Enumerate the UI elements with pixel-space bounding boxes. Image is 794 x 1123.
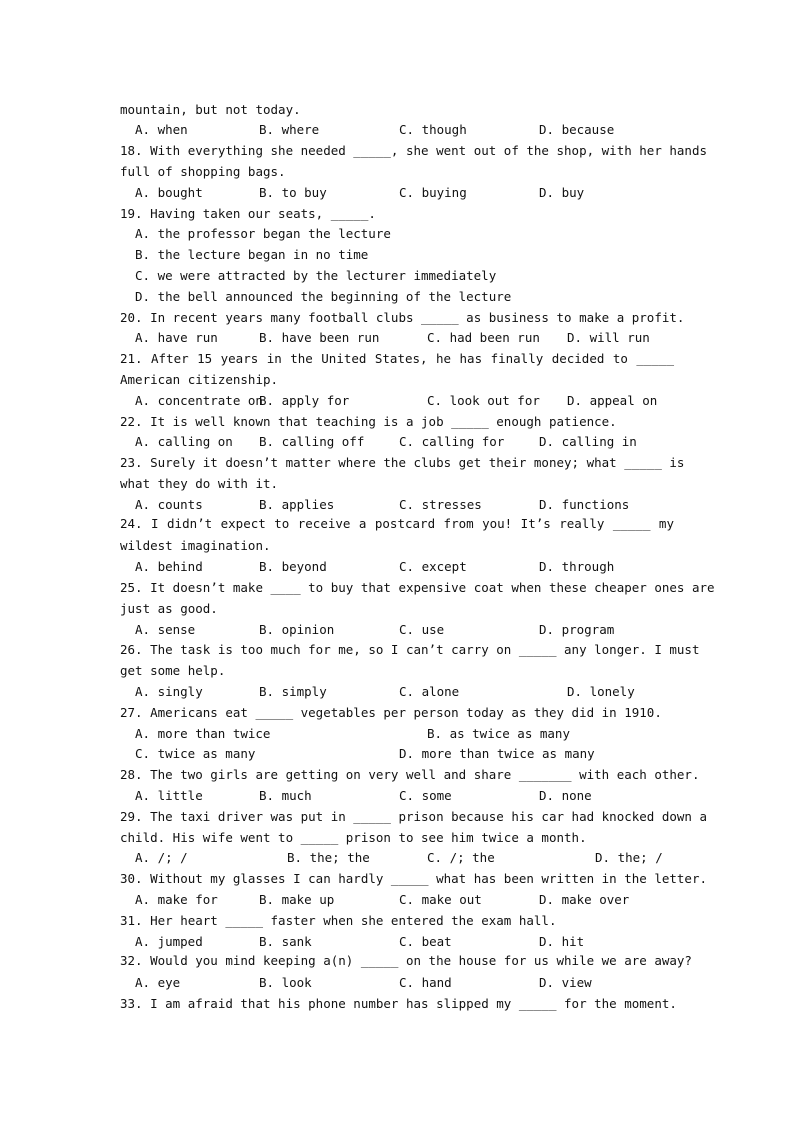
question-26-stem-cont: get some help. bbox=[120, 663, 226, 678]
question-32-stem: 32. Would you mind keeping a(n) _____ on the house for us while we are away? bbox=[120, 953, 692, 968]
q19-option-a: A. the professor began the lecture bbox=[135, 226, 391, 241]
q22-option-a: A. calling on bbox=[135, 434, 233, 449]
q21-option-a: A. concentrate on bbox=[135, 393, 263, 408]
q25-option-c: C. use bbox=[399, 622, 445, 637]
question-25-stem-cont: just as good. bbox=[120, 601, 218, 616]
q26-option-b: B. simply bbox=[259, 684, 327, 699]
q18-option-b: B. to buy bbox=[259, 185, 327, 200]
question-23-stem: 23. Surely it doesn’t matter where the clubs get their money; what _____ is bbox=[120, 455, 685, 470]
q22-option-c: C. calling for bbox=[399, 434, 505, 449]
question-31-stem: 31. Her heart _____ faster when she entered the exam hall. bbox=[120, 913, 557, 928]
q23-option-c: C. stresses bbox=[399, 497, 482, 512]
q25-option-b: B. opinion bbox=[259, 622, 335, 637]
q32-option-c: C. hand bbox=[399, 975, 452, 990]
question-21-stem-cont: American citizenship. bbox=[120, 372, 279, 387]
question-30-stem: 30. Without my glasses I can hardly _____ what has been written in the letter. bbox=[120, 871, 707, 886]
q29-option-c: C. /; the bbox=[427, 850, 495, 865]
q31-option-c: C. beat bbox=[399, 934, 452, 949]
q28-option-d: D. none bbox=[539, 788, 592, 803]
question-22-stem: 22. It is well known that teaching is a job _____ enough patience. bbox=[120, 414, 617, 429]
q19-option-c: C. we were attracted by the lecturer immediately bbox=[135, 268, 497, 283]
q24-option-a: A. behind bbox=[135, 559, 203, 574]
q25-option-d: D. program bbox=[539, 622, 615, 637]
q30-option-c: C. make out bbox=[399, 892, 482, 907]
q19-option-b: B. the lecture began in no time bbox=[135, 247, 369, 262]
q30-option-b: B. make up bbox=[259, 892, 335, 907]
q17-option-b: B. where bbox=[259, 122, 320, 137]
q27-option-b: B. as twice as many bbox=[427, 726, 570, 741]
question-25-stem: 25. It doesn’t make ____ to buy that expensive coat when these cheaper ones are bbox=[120, 580, 715, 595]
q26-option-c: C. alone bbox=[399, 684, 460, 699]
q32-option-a: A. eye bbox=[135, 975, 181, 990]
q18-option-c: C. buying bbox=[399, 185, 467, 200]
q23-option-b: B. applies bbox=[259, 497, 335, 512]
q24-option-c: C. except bbox=[399, 559, 467, 574]
q21-option-b: B. apply for bbox=[259, 393, 350, 408]
q30-option-d: D. make over bbox=[539, 892, 630, 907]
q22-option-d: D. calling in bbox=[539, 434, 637, 449]
question-27-stem: 27. Americans eat _____ vegetables per person today as they did in 1910. bbox=[120, 705, 662, 720]
question-26-stem: 26. The task is too much for me, so I can’t carry on _____ any longer. I must bbox=[120, 642, 700, 657]
q20-option-b: B. have been run bbox=[259, 330, 380, 345]
q28-option-c: C. some bbox=[399, 788, 452, 803]
question-24-stem-cont: wildest imagination. bbox=[120, 538, 271, 553]
q26-option-d: D. lonely bbox=[567, 684, 635, 699]
question-29-stem: 29. The taxi driver was put in _____ prison because his car had knocked down a bbox=[120, 809, 707, 824]
q21-option-c: C. look out for bbox=[427, 393, 540, 408]
q28-option-a: A. little bbox=[135, 788, 203, 803]
q29-option-a: A. /; / bbox=[135, 850, 188, 865]
question-17-tail: mountain, but not today. bbox=[120, 102, 301, 117]
q22-option-b: B. calling off bbox=[259, 434, 365, 449]
q27-option-c: C. twice as many bbox=[135, 746, 256, 761]
q28-option-b: B. much bbox=[259, 788, 312, 803]
q27-option-a: A. more than twice bbox=[135, 726, 271, 741]
q19-option-d: D. the bell announced the beginning of the lecture bbox=[135, 289, 512, 304]
question-18-stem: 18. With everything she needed _____, she went out of the shop, with her hands bbox=[120, 143, 707, 158]
q21-option-d: D. appeal on bbox=[567, 393, 658, 408]
q17-option-a: A. when bbox=[135, 122, 188, 137]
question-20-stem: 20. In recent years many football clubs _____ as business to make a profit. bbox=[120, 310, 685, 325]
q20-option-c: C. had been run bbox=[427, 330, 540, 345]
q29-option-b: B. the; the bbox=[287, 850, 370, 865]
q27-option-d: D. more than twice as many bbox=[399, 746, 595, 761]
question-23-stem-cont: what they do with it. bbox=[120, 476, 279, 491]
q31-option-b: B. sank bbox=[259, 934, 312, 949]
q25-option-a: A. sense bbox=[135, 622, 196, 637]
q18-option-d: D. buy bbox=[539, 185, 585, 200]
question-19-stem: 19. Having taken our seats, _____. bbox=[120, 206, 376, 221]
q23-option-a: A. counts bbox=[135, 497, 203, 512]
question-33-stem: 33. I am afraid that his phone number has slipped my _____ for the moment. bbox=[120, 996, 677, 1011]
q32-option-b: B. look bbox=[259, 975, 312, 990]
q30-option-a: A. make for bbox=[135, 892, 218, 907]
q29-option-d: D. the; / bbox=[595, 850, 663, 865]
q20-option-d: D. will run bbox=[567, 330, 650, 345]
q17-option-d: D. because bbox=[539, 122, 615, 137]
q31-option-a: A. jumped bbox=[135, 934, 203, 949]
question-18-stem-cont: full of shopping bags. bbox=[120, 164, 286, 179]
q23-option-d: D. functions bbox=[539, 497, 630, 512]
q31-option-d: D. hit bbox=[539, 934, 585, 949]
question-21-stem: 21. After 15 years in the United States, he has finally decided to _____ bbox=[120, 351, 674, 366]
q20-option-a: A. have run bbox=[135, 330, 218, 345]
q26-option-a: A. singly bbox=[135, 684, 203, 699]
q24-option-d: D. through bbox=[539, 559, 615, 574]
q17-option-c: C. though bbox=[399, 122, 467, 137]
question-28-stem: 28. The two girls are getting on very well and share _______ with each other. bbox=[120, 767, 700, 782]
q24-option-b: B. beyond bbox=[259, 559, 327, 574]
q18-option-a: A. bought bbox=[135, 185, 203, 200]
q32-option-d: D. view bbox=[539, 975, 592, 990]
question-29-stem-cont: child. His wife went to _____ prison to see him twice a month. bbox=[120, 830, 587, 845]
question-24-stem: 24. I didn’t expect to receive a postcard from you! It’s really _____ my bbox=[120, 516, 674, 531]
